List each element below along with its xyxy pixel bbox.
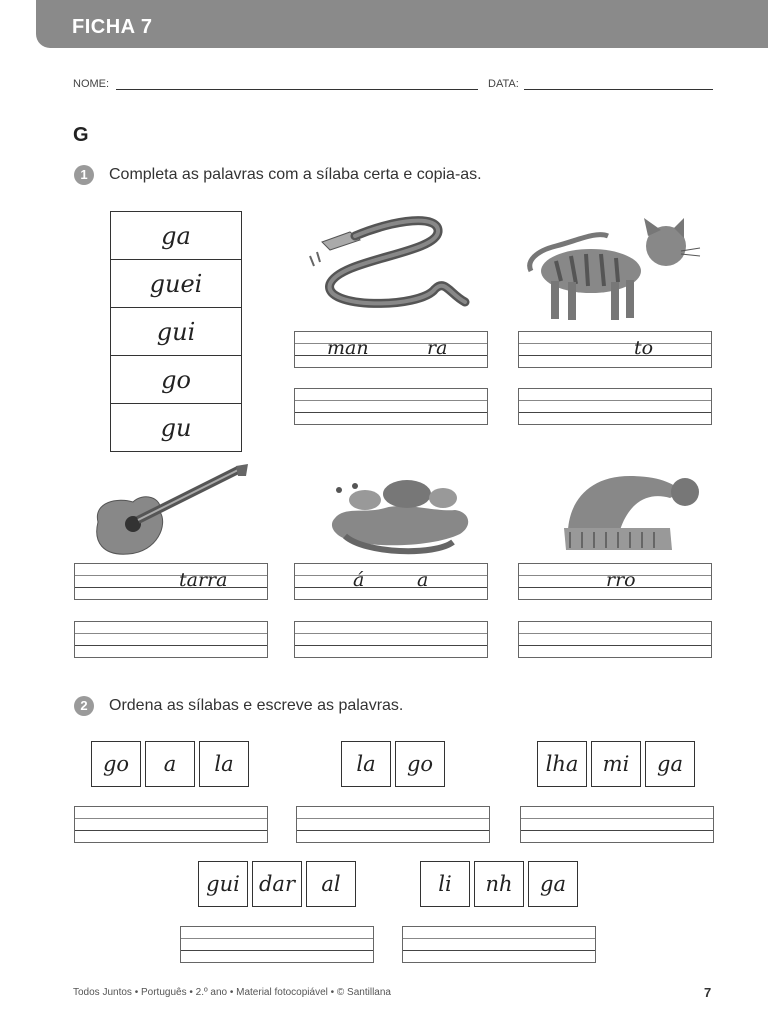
base-line [75, 830, 267, 831]
guide-line [75, 633, 267, 634]
base-line [403, 950, 595, 951]
base-line [521, 830, 713, 831]
syllable-cell: ga [111, 212, 241, 260]
syllable-box: lha [537, 741, 587, 787]
word-writing-line[interactable] [74, 563, 268, 600]
name-label: NOME: [73, 78, 110, 90]
guide-line [519, 633, 711, 634]
base-line [519, 355, 711, 356]
copy-writing-line[interactable] [518, 388, 712, 425]
answer-writing-line[interactable] [520, 806, 714, 843]
base-line [181, 950, 373, 951]
guide-line [75, 575, 267, 576]
syllable-box: ga [645, 741, 695, 787]
word-part: ra [427, 337, 448, 359]
guide-line [521, 818, 713, 819]
exercise-2-instruction: Ordena as sílabas e escreve as palavras. [109, 697, 404, 714]
exercise-2-number: 2 [74, 696, 94, 716]
syllable-box: go [91, 741, 141, 787]
guide-line [295, 633, 487, 634]
syllable-cell: gui [111, 308, 241, 356]
cat-illustration [526, 216, 702, 324]
syllable-box: a [145, 741, 195, 787]
syllable-table [110, 211, 242, 452]
exercise-1-instruction: Completa as palavras com a sílaba certa e copia-as. [109, 166, 482, 183]
guide-line [295, 343, 487, 344]
footer-credits: Todos Juntos • Português • 2.º ano • Material fotocopiável • © Santillana [73, 987, 391, 998]
copy-writing-line[interactable] [74, 621, 268, 658]
word-part: tarra [179, 569, 228, 591]
section-letter: G [73, 124, 89, 146]
word-writing-line[interactable] [294, 563, 488, 600]
guide-line [519, 343, 711, 344]
answer-writing-line[interactable] [296, 806, 490, 843]
guitar-illustration [88, 462, 250, 560]
base-line [295, 587, 487, 588]
base-line [297, 830, 489, 831]
syllable-box: gui [198, 861, 248, 907]
word-part: rro [606, 569, 636, 591]
base-line [75, 645, 267, 646]
water-illustration [325, 476, 473, 558]
base-line [295, 412, 487, 413]
word-writing-line[interactable] [518, 331, 712, 368]
guide-line [519, 400, 711, 401]
guide-line [295, 575, 487, 576]
base-line [519, 412, 711, 413]
page-title: FICHA 7 [72, 16, 153, 38]
guide-line [295, 400, 487, 401]
answer-writing-line[interactable] [74, 806, 268, 843]
guide-line [297, 818, 489, 819]
base-line [295, 355, 487, 356]
word-part: á [353, 569, 365, 591]
syllable-cell: gu [160, 413, 192, 442]
word-writing-line[interactable] [294, 331, 488, 368]
syllable-box: la [199, 741, 249, 787]
copy-writing-line[interactable] [294, 388, 488, 425]
base-line [75, 587, 267, 588]
date-label: DATA: [488, 78, 519, 90]
name-field[interactable] [116, 89, 478, 90]
base-line [519, 645, 711, 646]
syllable-box: la [341, 741, 391, 787]
word-part: to [634, 337, 654, 359]
word-part: a [417, 569, 429, 591]
syllable-cell: guei [111, 260, 241, 308]
syllable-box: mi [591, 741, 641, 787]
word-part: man [327, 337, 369, 359]
guide-line [181, 938, 373, 939]
guide-line [403, 938, 595, 939]
syllable-box: dar [252, 861, 302, 907]
syllable-box: ga [528, 861, 578, 907]
syllable-box: li [420, 861, 470, 907]
syllable-box: al [306, 861, 356, 907]
copy-writing-line[interactable] [518, 621, 712, 658]
hat-illustration [560, 470, 700, 554]
page-number: 7 [704, 985, 712, 1000]
word-writing-line[interactable] [518, 563, 712, 600]
answer-writing-line[interactable] [180, 926, 374, 963]
syllable-box: nh [474, 861, 524, 907]
answer-writing-line[interactable] [402, 926, 596, 963]
hose-illustration [300, 214, 475, 320]
syllable-box: go [395, 741, 445, 787]
date-field[interactable] [524, 89, 713, 90]
exercise-1-number: 1 [74, 165, 94, 185]
guide-line [75, 818, 267, 819]
base-line [295, 645, 487, 646]
syllable-cell: go [111, 356, 241, 404]
copy-writing-line[interactable] [294, 621, 488, 658]
